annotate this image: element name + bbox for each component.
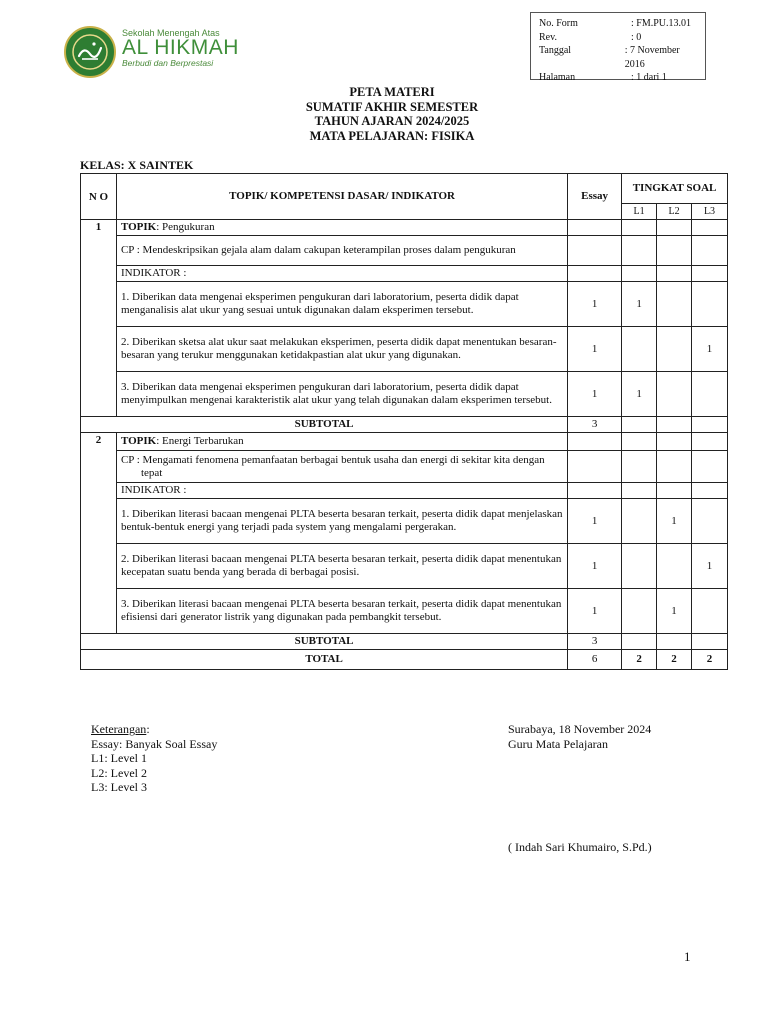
logo-tagline: Berbudi dan Berprestasi (122, 58, 214, 68)
total-row: TOTAL 6 2 2 2 (81, 650, 728, 670)
legend-line: L1: Level 1 (91, 751, 147, 765)
logo-school-name: AL HIKMAH (122, 36, 239, 59)
header-no: N O (81, 174, 117, 220)
legend-line: L3: Level 3 (91, 780, 147, 794)
table-row: 1. Diberikan data mengenai eksperimen pengukuran dari laboratorium, peserta didik dapat menganalisis alat ukur yang sesuai untuk digunakan dalam eksperimen tersebut. 1 1 (81, 282, 728, 327)
form-info-box (530, 12, 706, 83)
indikator-label: INDIKATOR : (116, 266, 567, 282)
signature-role: Guru Mata Pelajaran (508, 736, 608, 751)
form-row: Rev. : 0 (539, 31, 642, 43)
logo-school-type: Sekolah Menengah Atas (122, 28, 220, 38)
header-topic: TOPIK/ KOMPETENSI DASAR/ INDIKATOR (116, 174, 567, 220)
header-l2: L2 (657, 204, 692, 220)
topic-row: TOPIK: Pengukuran (116, 220, 567, 236)
cp-row: CP : Mendeskripsikan gejala alam dalam cakupan keterampilan proses dalam pengukuran (116, 236, 567, 266)
table-row: 2. Diberikan sketsa alat ukur saat melakukan eksperimen, peserta didik dapat menentukan besaran-besaran yang terukur menggunakan ketidakpastian alat ukur yang digunakan. 1 1 (81, 327, 728, 372)
table-row: 3. Diberikan literasi bacaan mengenai PLTA beserta besaran terkait, peserta didik dapat menentukan efisiensi dari generator listrik yang digunakan pada pembangkit tersebut. 1 1 (81, 589, 728, 634)
header-tingkat: TINGKAT SOAL (622, 174, 728, 204)
table-row: 3. Diberikan data mengenai eksperimen pengukuran dari laboratorium, peserta didik dapat menyimpulkan mengenai karakteristik alat ukur yang telah digunakan dalam eksperimen tersebut. 1 1 (81, 372, 728, 417)
header-l3: L3 (692, 204, 728, 220)
indicator-text: 2. Diberikan literasi bacaan mengenai PLTA beserta besaran terkait, peserta didik dapat menentukan kecepatan suatu benda yang berada di berbagai posisi. (116, 544, 567, 589)
indicator-text: 3. Diberikan data mengenai eksperimen pengukuran dari laboratorium, peserta didik dapat menyimpulkan mengenai karakteristik alat ukur yang telah digunakan dalam eksperimen tersebut. (116, 372, 567, 417)
legend-line: Essay: Banyak Soal Essay (91, 736, 218, 751)
section-number: 2 (81, 433, 117, 634)
section-number: 1 (81, 220, 117, 417)
school-emblem-icon (64, 26, 116, 78)
indicator-text: 3. Diberikan literasi bacaan mengenai PLTA beserta besaran terkait, peserta didik dapat menentukan efisiensi dari generator listrik yang digunakan pada pembangkit tersebut. (116, 589, 567, 634)
indicator-text: 2. Diberikan sketsa alat ukur saat melakukan eksperimen, peserta didik dapat menentukan besaran-besaran yang terukur menggunakan ketidakpastian alat ukur yang digunakan. (116, 327, 567, 372)
material-map-table (80, 173, 728, 670)
legend-title: Keterangan (91, 722, 147, 736)
signature-block (508, 722, 651, 751)
class-label: KELAS: X SAINTEK (80, 158, 194, 172)
cp-row: CP : Mengamati fenomena pemanfaatan berbagai bentuk usaha dan energi di sekitar kita dengan tepat (116, 451, 567, 483)
legend-line: L2: Level 2 (91, 765, 147, 780)
indikator-label: INDIKATOR : (116, 483, 567, 499)
form-row: No. Form : FM.PU.13.01 (539, 18, 692, 29)
form-row: Tanggal : 7 November 2016 (539, 45, 680, 70)
form-row: Halaman : 1 dari 1 (539, 72, 667, 83)
subtotal-row: SUBTOTAL 3 (81, 634, 728, 650)
header-l1: L1 (622, 204, 657, 220)
header-essay: Essay (568, 174, 622, 220)
signature-name: ( Indah Sari Khumairo, S.Pd.) (508, 840, 652, 854)
legend-notes: Keterangan: Essay: Banyak Soal Essay L1: Level 1 L2: Level 2 L3: Level 3 (91, 722, 218, 794)
topic-row: TOPIK: Energi Terbarukan (116, 433, 567, 451)
signature-place-date: Surabaya, 18 November 2024 (508, 722, 652, 736)
page-number: 1 (684, 949, 691, 964)
indicator-text: 1. Diberikan literasi bacaan mengenai PLTA beserta besaran terkait, peserta didik dapat menjelaskan bentuk-bentuk energi yang terjadi pada system yang mengalami pergerakan. (116, 499, 567, 544)
document-title: PETA MATERI SUMATIF AKHIR SEMESTER TAHUN AJARAN 2024/2025 MATA PELAJARAN: FISIKA (305, 85, 479, 143)
table-row: 2. Diberikan literasi bacaan mengenai PLTA beserta besaran terkait, peserta didik dapat menentukan kecepatan suatu benda yang berada di berbagai posisi. 1 1 (81, 544, 728, 589)
school-logo (64, 26, 244, 80)
table-row: 1. Diberikan literasi bacaan mengenai PLTA beserta besaran terkait, peserta didik dapat menjelaskan bentuk-bentuk energi yang terjadi pada system yang mengalami pergerakan. 1 1 (81, 499, 728, 544)
indicator-text: 1. Diberikan data mengenai eksperimen pengukuran dari laboratorium, peserta didik dapat menganalisis alat ukur yang sesuai untuk digunakan dalam eksperimen tersebut. (116, 282, 567, 327)
subtotal-row: SUBTOTAL 3 (81, 417, 728, 433)
